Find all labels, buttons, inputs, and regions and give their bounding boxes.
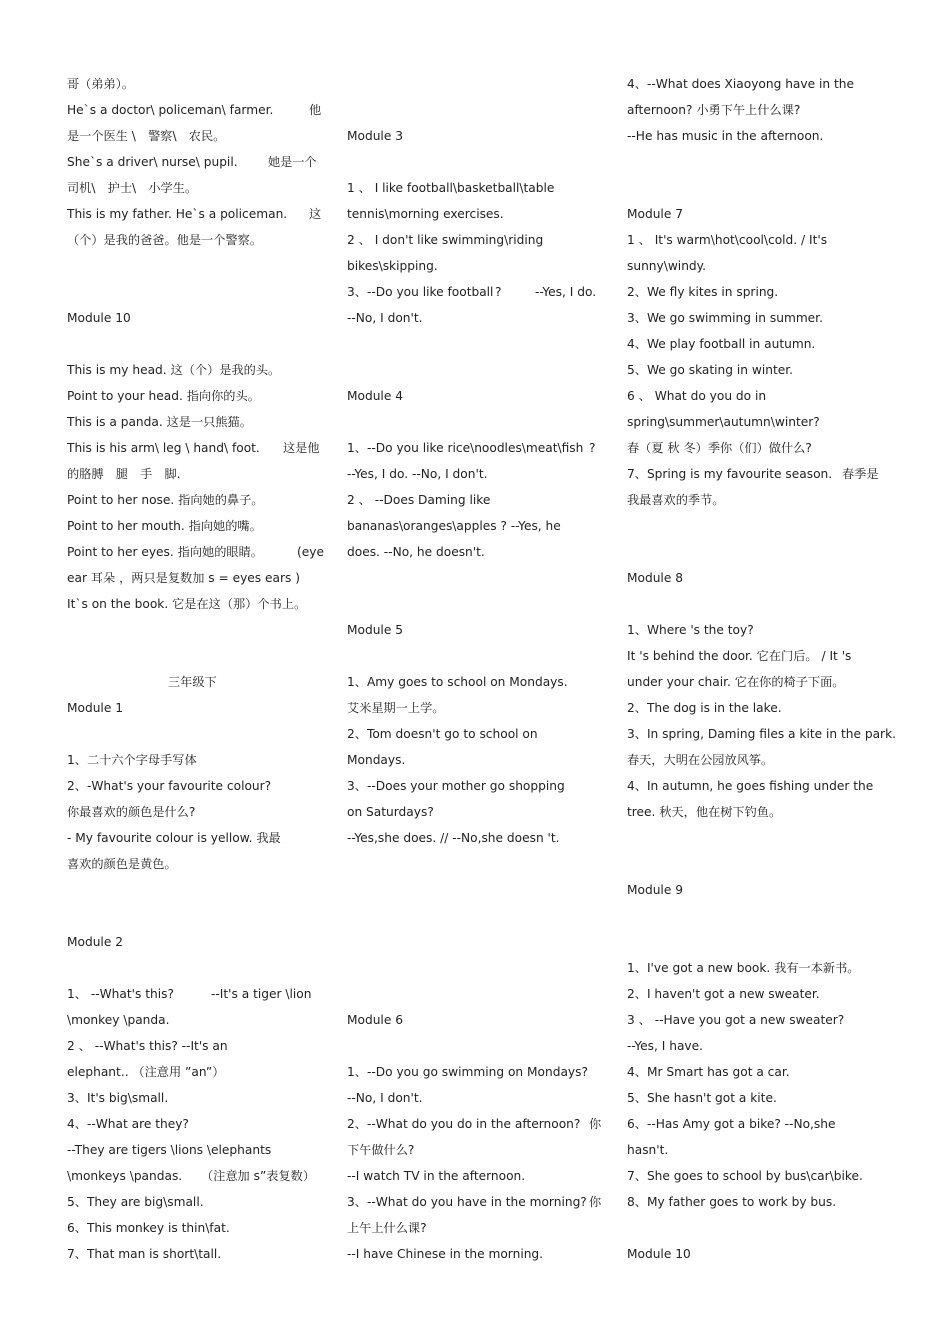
section-heading: 三年级下: [168, 675, 217, 689]
text-line: Point to her mouth. 指向她的嘴。: [67, 519, 262, 533]
text-line: 3、It's big\small.: [67, 1091, 169, 1105]
section-heading: Module 7: [627, 207, 683, 221]
text-line: --Yes, I do. --No, I don't.: [347, 467, 488, 481]
text-line: 2 、 --Does Daming like: [347, 493, 491, 507]
text-line: 艾米星期一上学。: [347, 701, 445, 715]
text-line: 她是一个: [268, 155, 317, 169]
text-line: \monkey \panda.: [67, 1013, 170, 1027]
text-line: does. --No, he doesn't.: [347, 545, 485, 559]
text-line: 的胳膊 腿 手 脚.: [67, 467, 181, 481]
text-line: 5、They are big\small.: [67, 1195, 204, 1209]
text-line: 2、I haven't got a new sweater.: [627, 987, 820, 1001]
text-line: 春天，大明在公园放风筝。: [627, 753, 774, 767]
section-heading: Module 3: [347, 129, 403, 143]
text-line: --I watch TV in the afternoon.: [347, 1169, 526, 1183]
text-line: Point to her nose. 指向她的鼻子。: [67, 493, 264, 507]
text-line: sunny\windy.: [627, 259, 707, 273]
text-line: 喜欢的颜色是黄色。: [67, 857, 177, 871]
text-line: 4、We play football in autumn.: [627, 337, 816, 351]
text-line: 3、--Do you like football: [347, 285, 494, 299]
text-line: 你: [589, 1195, 602, 1209]
text-line: 6、This monkey is thin\fat.: [67, 1221, 230, 1235]
text-line: 3、--What do you have in the morning?: [347, 1195, 587, 1209]
text-line: 1、 --What's this?: [67, 987, 174, 1001]
text-line: 4、Mr Smart has got a car.: [627, 1065, 790, 1079]
text-line: - My favourite colour is yellow. 我最: [67, 831, 281, 845]
text-line: ?: [589, 441, 596, 455]
text-line: --I have Chinese in the morning.: [347, 1247, 544, 1261]
text-line: ear 耳朵 ，两只是复数加 s = eyes ears ): [67, 571, 300, 585]
text-line: 上午上什么课?: [347, 1221, 427, 1235]
text-line: 7、That man is short\tall.: [67, 1247, 222, 1261]
text-line: 7、Spring is my favourite season.: [627, 467, 833, 481]
text-line: 3、We go swimming in summer.: [627, 311, 823, 325]
text-line: 1、--Do you like rice\noodles\meat\fish: [347, 441, 584, 455]
text-line: 这是他: [283, 441, 320, 455]
text-line: 1、Where 's the toy?: [627, 623, 754, 637]
section-heading: Module 2: [67, 935, 123, 949]
text-line: 1、二十六个字母手写体: [67, 753, 197, 767]
text-line: 是一个医生 \ 警察\ 农民。: [67, 129, 226, 143]
text-line: 他: [309, 103, 322, 117]
section-heading: Module 5: [347, 623, 403, 637]
text-line: bikes\skipping.: [347, 259, 438, 273]
text-line: --He has music in the afternoon.: [627, 129, 824, 143]
text-line: spring\summer\autumn\winter?: [627, 415, 820, 429]
text-line: under your chair. 它在你的椅子下面。: [627, 675, 845, 689]
text-line: --Yes, I have.: [627, 1039, 704, 1053]
text-line: 5、She hasn't got a kite.: [627, 1091, 777, 1105]
text-line: \monkeys \pandas.: [67, 1169, 183, 1183]
text-line: 3 、 --Have you got a new sweater?: [627, 1013, 845, 1027]
section-heading: Module 1: [67, 701, 123, 715]
text-line: 你最喜欢的颜色是什么?: [67, 805, 196, 819]
text-line: 4、In autumn, he goes fishing under the: [627, 779, 874, 793]
text-line: 1、I've got a new book. 我有一本新书。: [627, 961, 860, 975]
section-heading: Module 10: [67, 311, 131, 325]
text-line: 2 、 --What's this? --It's an: [67, 1039, 228, 1053]
text-line: 司机\ 护士\ 小学生。: [67, 181, 198, 195]
text-line: 4、--What are they?: [67, 1117, 189, 1131]
text-line: 3、In spring, Daming files a kite in the park.: [627, 727, 896, 741]
text-line: 2 、 I don't like swimming\riding: [347, 233, 544, 247]
text-line: 3、--Does your mother go shopping: [347, 779, 565, 793]
text-line: elephant.. （注意用 ”an”）: [67, 1065, 225, 1079]
text-line: --Yes, I do.: [535, 285, 597, 299]
text-line: 1 、 It's warm\hot\cool\cold. / It's: [627, 233, 828, 247]
text-line: tree. 秋天，他在树下钓鱼。: [627, 805, 782, 819]
text-line: （注意加 s”表复数）: [201, 1169, 316, 1183]
text-line: 8、My father goes to work by bus.: [627, 1195, 837, 1209]
text-line: This is my father. He`s a policeman.: [67, 207, 288, 221]
text-line: 2、--What do you do in the afternoon?: [347, 1117, 581, 1131]
text-line: It 's behind the door. 它在门后。 / It 's: [627, 649, 852, 663]
text-line: 这: [309, 207, 322, 221]
text-line: 1、Amy goes to school on Mondays.: [347, 675, 568, 689]
text-line: Mondays.: [347, 753, 406, 767]
text-line: She`s a driver\ nurse\ pupil.: [67, 155, 238, 169]
text-line: He`s a doctor\ policeman\ farmer.: [67, 103, 274, 117]
text-line: It`s on the book. 它是在这（那）个书上。: [67, 597, 307, 611]
text-line: （个）是我的爸爸。他是一个警察。: [67, 233, 262, 247]
text-line: afternoon? 小勇下午上什么课?: [627, 103, 801, 117]
section-heading: Module 9: [627, 883, 683, 897]
text-line: 哥（弟弟）。: [67, 77, 135, 91]
section-heading: Module 6: [347, 1013, 403, 1027]
text-line: on Saturdays?: [347, 805, 434, 819]
text-line: (eye: [297, 545, 324, 559]
text-line: tennis\morning exercises.: [347, 207, 504, 221]
text-line: 春（夏 秋 冬）季你（们）做什么?: [627, 441, 812, 455]
text-line: 2、Tom doesn't go to school on: [347, 727, 538, 741]
text-line: This is his arm\ leg \ hand\ foot.: [67, 441, 260, 455]
text-line: 1、--Do you go swimming on Mondays?: [347, 1065, 588, 1079]
text-line: 6、--Has Amy got a bike? --No,she: [627, 1117, 836, 1131]
text-line: 春季是: [842, 467, 879, 481]
text-line: 下午做什么?: [347, 1143, 415, 1157]
text-line: 2、The dog is in the lake.: [627, 701, 782, 715]
text-line: 1 、 I like football\basketball\table: [347, 181, 555, 195]
text-line: ?: [495, 285, 502, 299]
text-line: This is my head. 这（个）是我的头。: [67, 363, 281, 377]
text-line: This is a panda. 这是一只熊猫。: [67, 415, 252, 429]
section-heading: Module 10: [627, 1247, 691, 1261]
text-line: 6 、 What do you do in: [627, 389, 767, 403]
text-line: 4、--What does Xiaoyong have in the: [627, 77, 854, 91]
text-line: 5、We go skating in winter.: [627, 363, 793, 377]
section-heading: Module 4: [347, 389, 403, 403]
text-line: bananas\oranges\apples ? --Yes, he: [347, 519, 561, 533]
text-line: 我最喜欢的季节。: [627, 493, 725, 507]
text-line: Point to her eyes. 指向她的眼睛。: [67, 545, 263, 559]
section-heading: Module 8: [627, 571, 683, 585]
text-line: --No, I don't.: [347, 311, 423, 325]
text-line: 7、She goes to school by bus\car\bike.: [627, 1169, 863, 1183]
text-line: 你: [589, 1117, 602, 1131]
text-line: 2、-What's your favourite colour?: [67, 779, 272, 793]
text-line: Point to your head. 指向你的头。: [67, 389, 260, 403]
text-line: --They are tigers \lions \elephants: [67, 1143, 272, 1157]
text-line: --No, I don't.: [347, 1091, 423, 1105]
text-line: hasn't.: [627, 1143, 669, 1157]
text-line: --It's a tiger \lion: [211, 987, 312, 1001]
text-line: 2、We fly kites in spring.: [627, 285, 779, 299]
text-line: --Yes,she does. // --No,she doesn 't.: [347, 831, 560, 845]
